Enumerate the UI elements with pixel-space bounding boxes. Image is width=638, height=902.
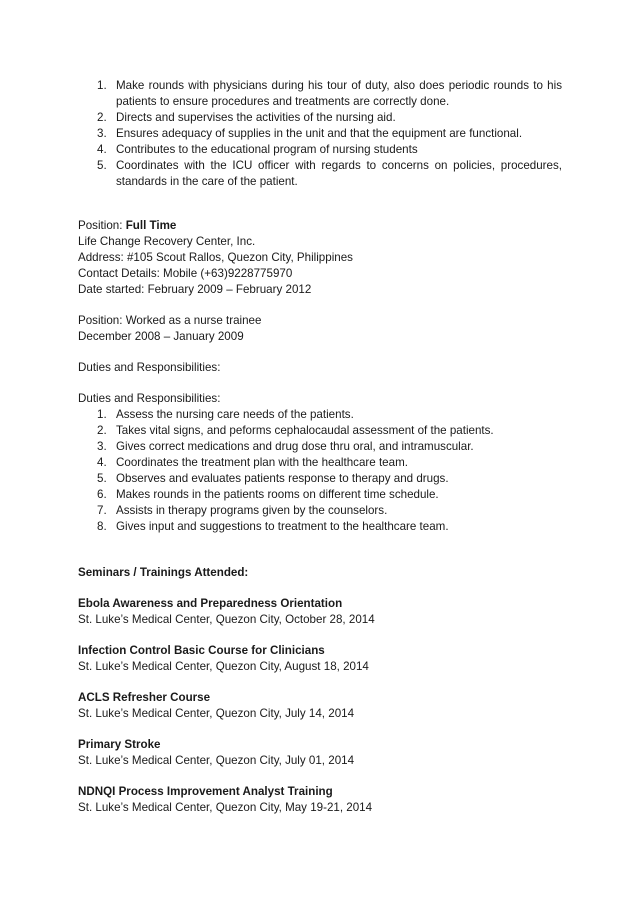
list-item: 6. Makes rounds in the patients rooms on different time schedule. (97, 488, 439, 501)
list-item-text: Observes and evaluates patients response to therapy and drugs. (116, 472, 449, 485)
list-item: 3. Ensures adequacy of supplies in the unit and that the equipment are functional. (78, 126, 562, 142)
job1-contact: Contact Details: Mobile (+63)9228775970 (78, 267, 293, 280)
list-item: 2. Takes vital signs, and peforms cephalocaudal assessment of the patients. (97, 424, 494, 437)
job1-position-value: Full Time (125, 219, 177, 232)
job1-position-label: Position: (78, 219, 126, 232)
list-item: 3. Gives correct medications and drug dose thru oral, and intramuscular. (97, 440, 474, 453)
list-item: 4. Coordinates the treatment plan with the healthcare team. (97, 456, 408, 469)
seminars-heading: Seminars / Trainings Attended: (78, 566, 249, 579)
list-item-text: Makes rounds in the patients rooms on different time schedule. (116, 488, 439, 501)
list-item-text: Assists in therapy programs given by the counselors. (116, 504, 388, 517)
list-item: 7. Assists in therapy programs given by the counselors. (97, 504, 388, 517)
seminar-title: ACLS Refresher Course (78, 691, 211, 704)
list-item-text: Ensures adequacy of supplies in the unit and that the equipment are functional. (116, 127, 523, 140)
list-item-text: Gives input and suggestions to treatment to the healthcare team. (116, 520, 449, 533)
list-item: 2. Directs and supervises the activities of the nursing aid. (78, 110, 562, 126)
seminar-detail: St. Luke’s Medical Center, Quezon City, October 28, 2014 (78, 613, 375, 626)
duties-heading: Duties and Responsibilities: (78, 361, 221, 374)
seminar-detail: St. Luke’s Medical Center, Quezon City, July 01, 2014 (78, 754, 355, 767)
job1-company: Life Change Recovery Center, Inc. (78, 235, 256, 248)
list-item-text: Contributes to the educational program of nursing students (116, 143, 418, 156)
seminar-title: Ebola Awareness and Preparedness Orientation (78, 597, 343, 610)
seminar-title: Primary Stroke (78, 738, 161, 751)
seminar-title: Infection Control Basic Course for Clinicians (78, 644, 325, 657)
job1-address: Address: #105 Scout Rallos, Quezon City, Philippines (78, 251, 353, 264)
duties-heading: Duties and Responsibilities: (78, 392, 221, 405)
duties-list-icu (78, 78, 562, 190)
list-item-text: Coordinates with the ICU officer with regards to concerns on policies, procedures, standards in the care of the patient. (116, 159, 562, 188)
list-item: 1. Assess the nursing care needs of the patients. (97, 408, 354, 421)
list-item: 5. Coordinates with the ICU officer with regards to concerns on policies, procedures, standards in the care of the patient. (97, 159, 562, 188)
list-item: 1. Make rounds with physicians during his tour of duty, also does periodic rounds to his patients to ensure procedures and treatments are correctly done. (97, 79, 562, 108)
duties-list-trainee (78, 407, 562, 535)
list-item-text: Gives correct medications and drug dose thru oral, and intramuscular. (116, 440, 474, 453)
list-item: 8. Gives input and suggestions to treatment to the healthcare team. (97, 520, 449, 533)
job1-position (78, 218, 176, 234)
seminar-detail: St. Luke’s Medical Center, Quezon City, May 19-21, 2014 (78, 801, 373, 814)
list-item-text: Assess the nursing care needs of the patients. (116, 408, 354, 421)
list-item-text: Coordinates the treatment plan with the healthcare team. (116, 456, 408, 469)
seminar-detail: St. Luke’s Medical Center, Quezon City, July 14, 2014 (78, 707, 355, 720)
list-item-text: Directs and supervises the activities of the nursing aid. (116, 111, 396, 124)
list-item-text: Takes vital signs, and peforms cephalocaudal assessment of the patients. (116, 424, 494, 437)
list-item-text: Make rounds with physicians during his tour of duty, also does periodic rounds to his patients to ensure procedures and treatments are correctly done. (116, 79, 562, 108)
job2-dates: December 2008 – January 2009 (78, 330, 244, 343)
list-item: 5. Observes and evaluates patients response to therapy and drugs. (97, 472, 449, 485)
job1-dates: Date started: February 2009 – February 2012 (78, 283, 312, 296)
list-item: 4. Contributes to the educational program of nursing students (78, 142, 562, 158)
job2-position: Position: Worked as a nurse trainee (78, 314, 262, 327)
seminar-detail: St. Luke’s Medical Center, Quezon City, August 18, 2014 (78, 660, 369, 673)
seminar-title: NDNQI Process Improvement Analyst Training (78, 785, 333, 798)
